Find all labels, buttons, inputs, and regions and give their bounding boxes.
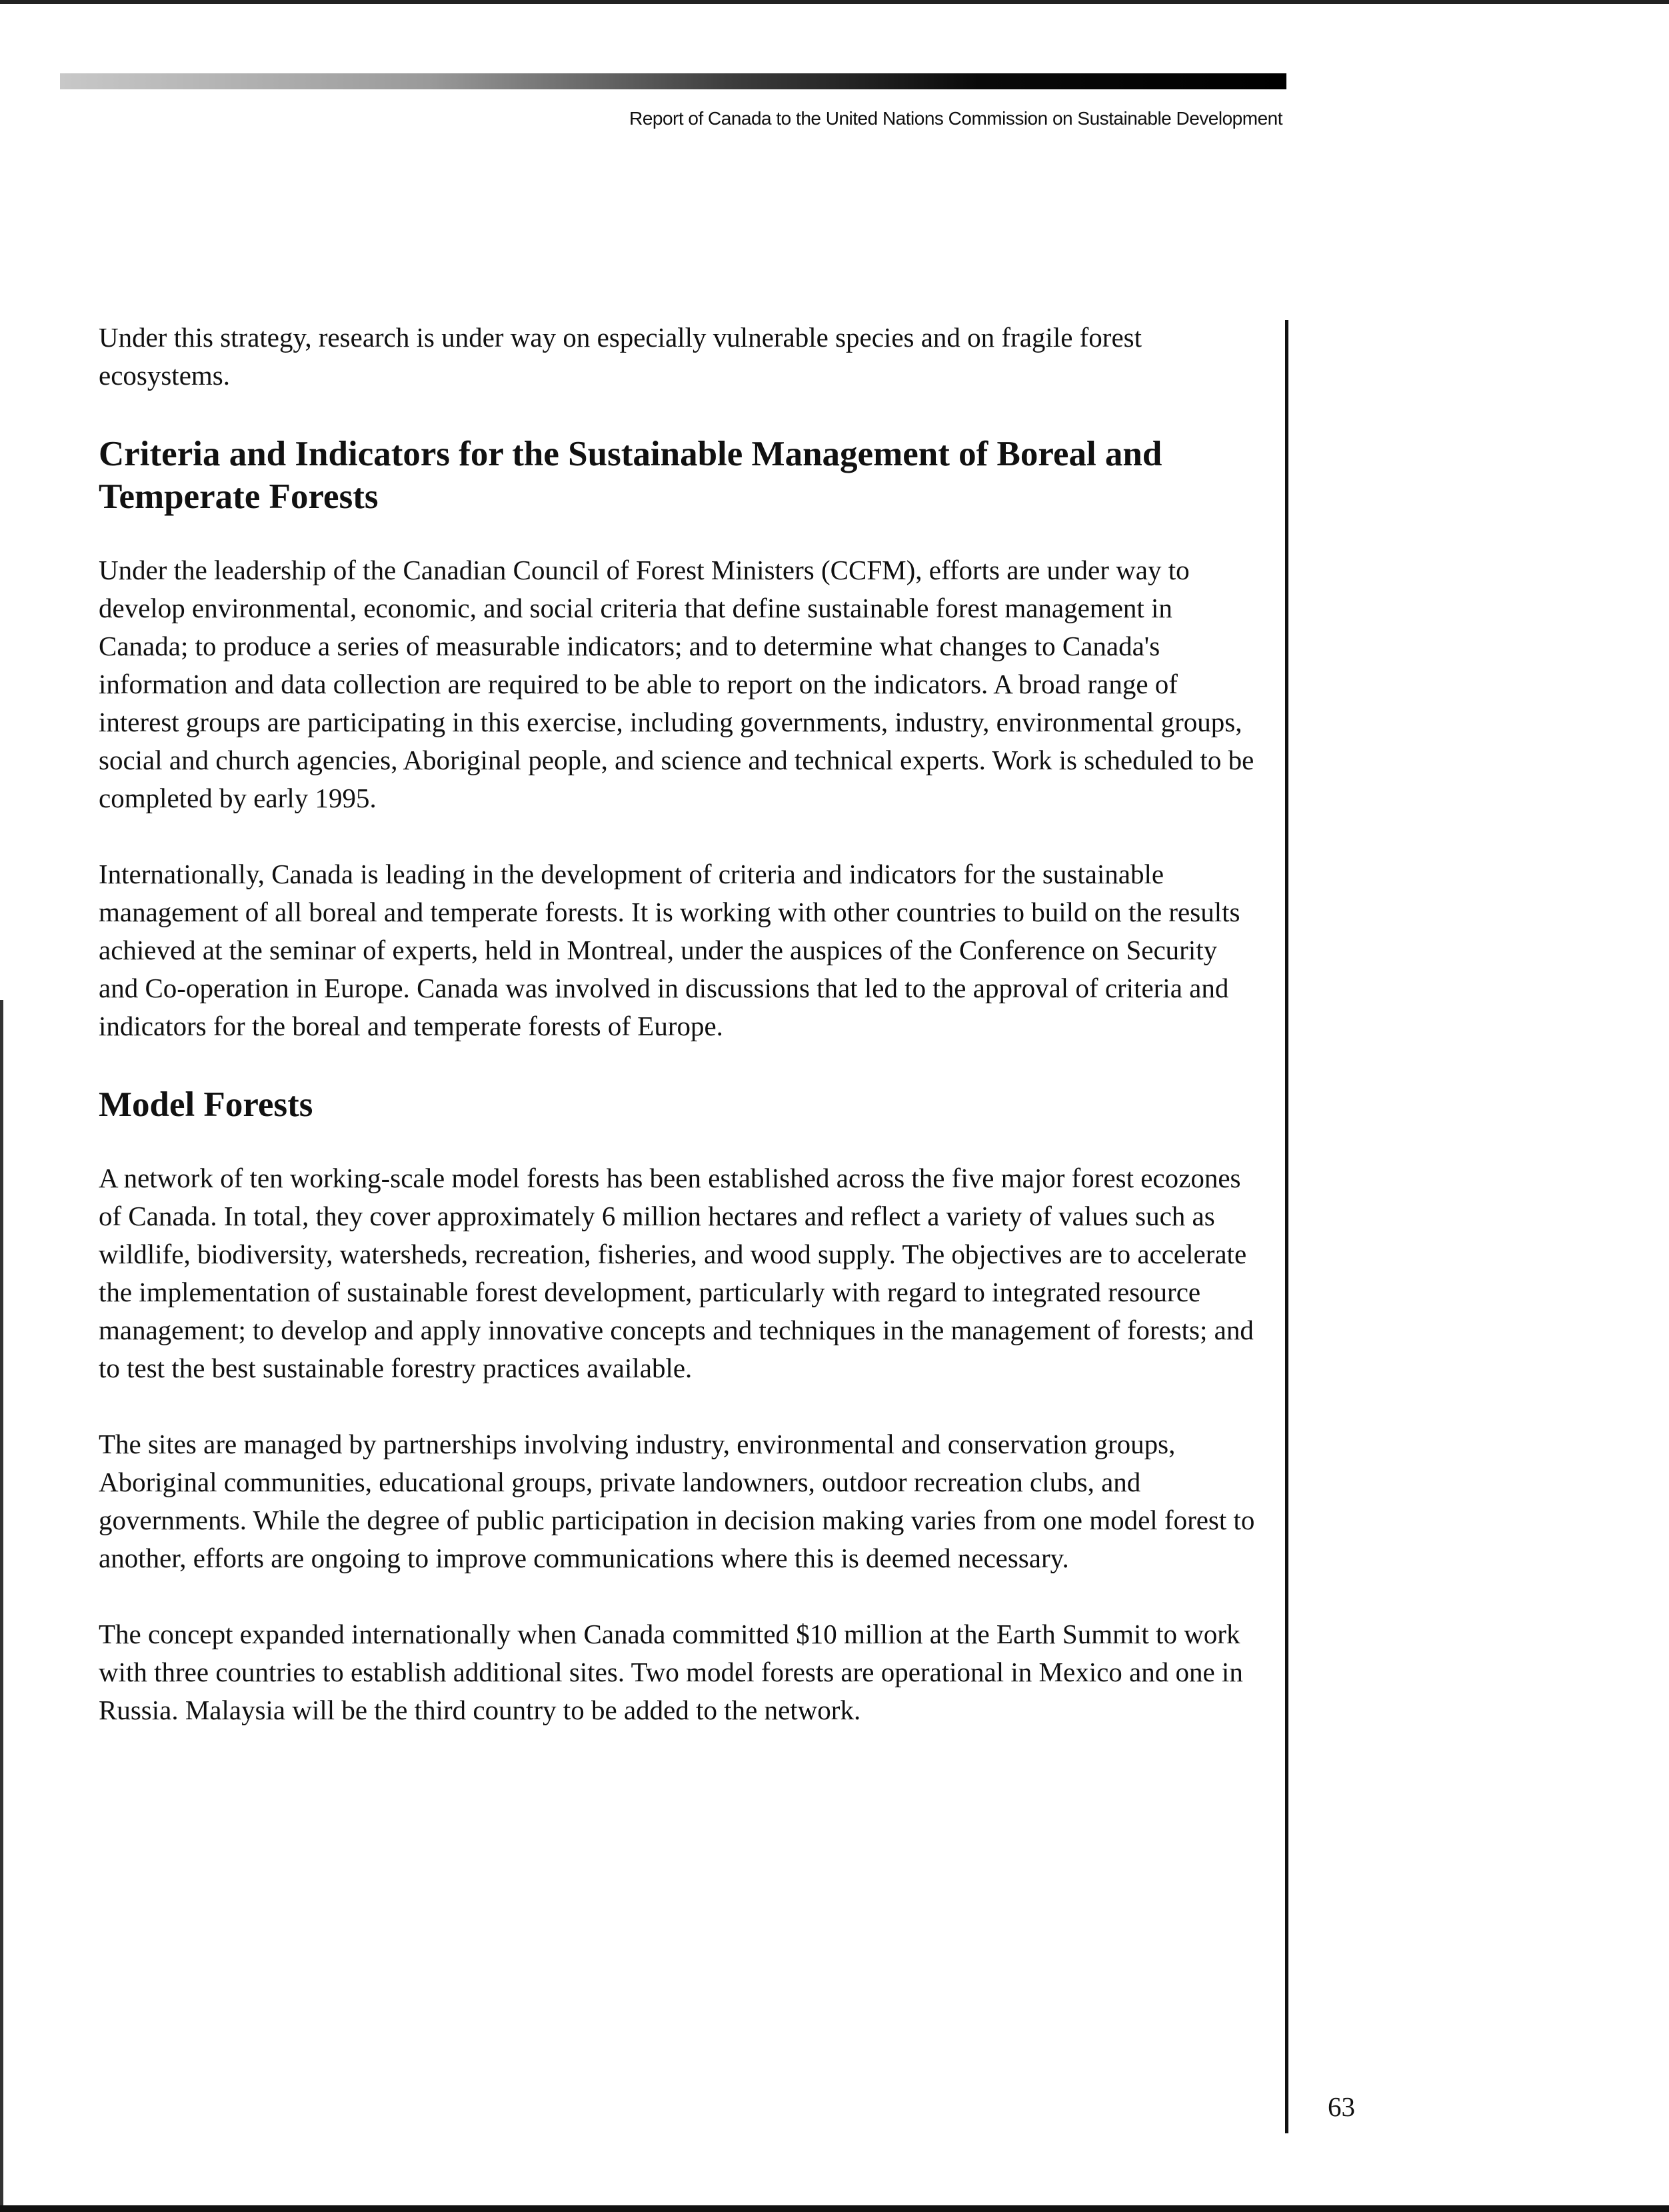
paragraph-partnerships: The sites are managed by partnerships involving industry, environmental and conservation groups, Aboriginal communities, educational groups, private landowners, outdoor recreation clubs, and governments. While the degree of public participation in decision making varies from one model forest to another, efforts are ongoing to improve communications where this is deemed necessary. <box>99 1429 1255 1573</box>
page-number: 63 <box>1328 2091 1355 2122</box>
paragraph-international-expansion: The concept expanded internationally when Canada committed $10 million at the Earth Summit to work with three countries to establish additional sites. Two model forests are operational in Mexico and one in Russia. Malaysia will be the third country to be added to the network. <box>99 1619 1243 1725</box>
intro-paragraph: Under this strategy, research is under way on especially vulnerable species and on fragile forest ecosystems. <box>99 322 1142 391</box>
running-header-title: Report of Canada to the United Nations Commission on Sustainable Development <box>629 108 1282 129</box>
section-heading-criteria-indicators: Criteria and Indicators for the Sustainable Management of Boreal and Temperate Forests <box>99 435 1162 516</box>
scan-edge-left <box>0 1000 3 2212</box>
scan-edge-bottom <box>0 2205 1669 2212</box>
paragraph-ccfm: Under the leadership of the Canadian Council of Forest Ministers (CCFM), efforts are under way to develop environmental, economic, and social criteria that define sustainable forest management in Canada; to produce a series of measurable indicators; and to determine what changes to Canada's information and data collection are required to be able to report on the indicators. A broad range of interest groups are participating in this exercise, including governments, industry, environmental groups, social and church agencies, Aboriginal people, and science and technical experts. Work is scheduled to be completed by early 1995. <box>99 555 1254 813</box>
margin-vertical-rule <box>1285 320 1288 2133</box>
paragraph-international-criteria: Internationally, Canada is leading in the development of criteria and indicators for the sustainable management of all boreal and temperate forests. It is working with other countries to build on the results achieved at the seminar of experts, held in Montreal, under the auspices of the Conference on Security and Co-operation in Europe. Canada was involved in discussions that led to the approval of criteria and indicators for the boreal and temperate forests of Europe. <box>99 859 1240 1041</box>
header-gradient-bar <box>60 73 1286 89</box>
section-heading-model-forests: Model Forests <box>99 1085 313 1124</box>
paragraph-model-forest-network: A network of ten working-scale model forests has been established across the five major forest ecozones of Canada. In total, they cover approximately 6 million hectares and reflect a variety of values such as wildlife, biodiversity, watersheds, recreation, fisheries, and wood supply. The objectives are to accelerate the implementation of sustainable forest development, particularly with regard to integrated resource management; to develop and apply innovative concepts and techniques in the management of forests; and to test the best sustainable forestry practices available. <box>99 1163 1254 1383</box>
scan-edge-top <box>0 0 1669 4</box>
page-content <box>99 319 1258 1767</box>
